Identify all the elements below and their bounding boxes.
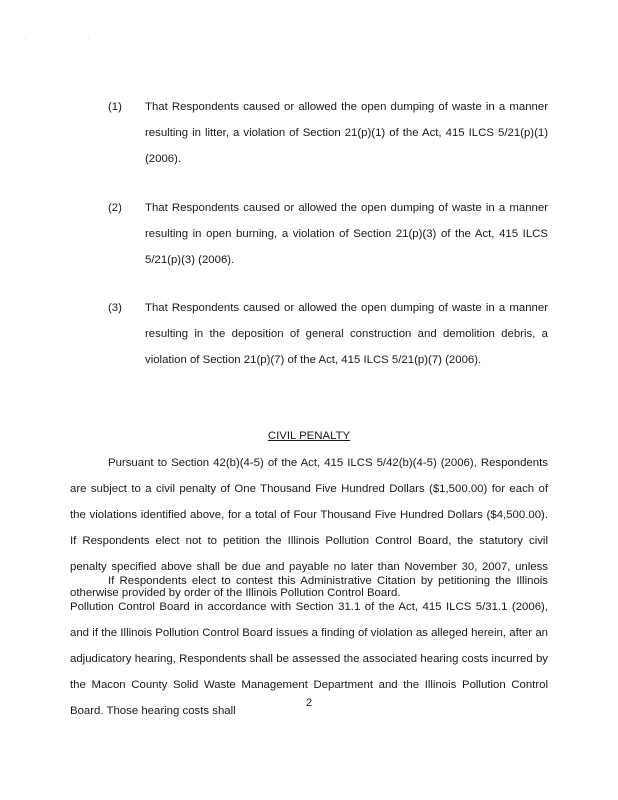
page-number: 2 [305, 697, 313, 709]
finding-text: That Respondents caused or allowed the open dumping of waste in a manner resulting in litter, a violation of Section 21(p)(1) of the Act, 415 ILCS 5/21(p)(1) (2006). [145, 101, 548, 165]
finding-number: (1) [108, 101, 122, 113]
finding-text: That Respondents caused or allowed the open dumping of waste in a manner resulting in open burning, a violation of Section 21(p)(3) of the Act, 415 ILCS 5/21(p)(3) (2006). [145, 202, 548, 266]
civil-penalty-paragraph-1: Pursuant to Section 42(b)(4-5) of the Act, 415 ILCS 5/42(b)(4-5) (2006), Respondents are subject to a civil penalty of One Thousand Five Hundred Dollars ($1,500.00) for each of the violations identified above, for a total of Four Thousand Five Hundred Dollars ($4,500.00). If Respondents elect not to petition the Illinois Pollution Control Board, the statutory civil penalty specified above shall be due and payable no later than November 30, 2007, unless otherwise provided by order of the Illinois Pollution Control Board. [70, 457, 548, 599]
finding-1 [108, 94, 548, 172]
section-heading-civil-penalty: CIVIL PENALTY [267, 430, 351, 442]
finding-number: (3) [108, 302, 122, 314]
scan-artifact-dots: · · [24, 36, 120, 42]
finding-number: (2) [108, 202, 122, 214]
civil-penalty-paragraph-2: If Respondents elect to contest this Administrative Citation by petitioning the Illinois Pollution Control Board in accordance with Section 31.1 of the Act, 415 ILCS 5/31.1 (2006), and if the Illinois Pollution Control Board issues a finding of violation as alleged herein, after an adjudicatory hearing, Respondents shall be assessed the associated hearing costs incurred by the Macon County Solid Waste Management Department and the Illinois Pollution Control Board. Those hearing costs shall [70, 575, 548, 717]
finding-3 [108, 295, 548, 373]
finding-2 [108, 195, 548, 273]
finding-text: That Respondents caused or allowed the open dumping of waste in a manner resulting in the deposition of general construction and demolition debris, a violation of Section 21(p)(7) of the Act, 415 ILCS 5/21(p)(7) (2006). [145, 302, 548, 366]
